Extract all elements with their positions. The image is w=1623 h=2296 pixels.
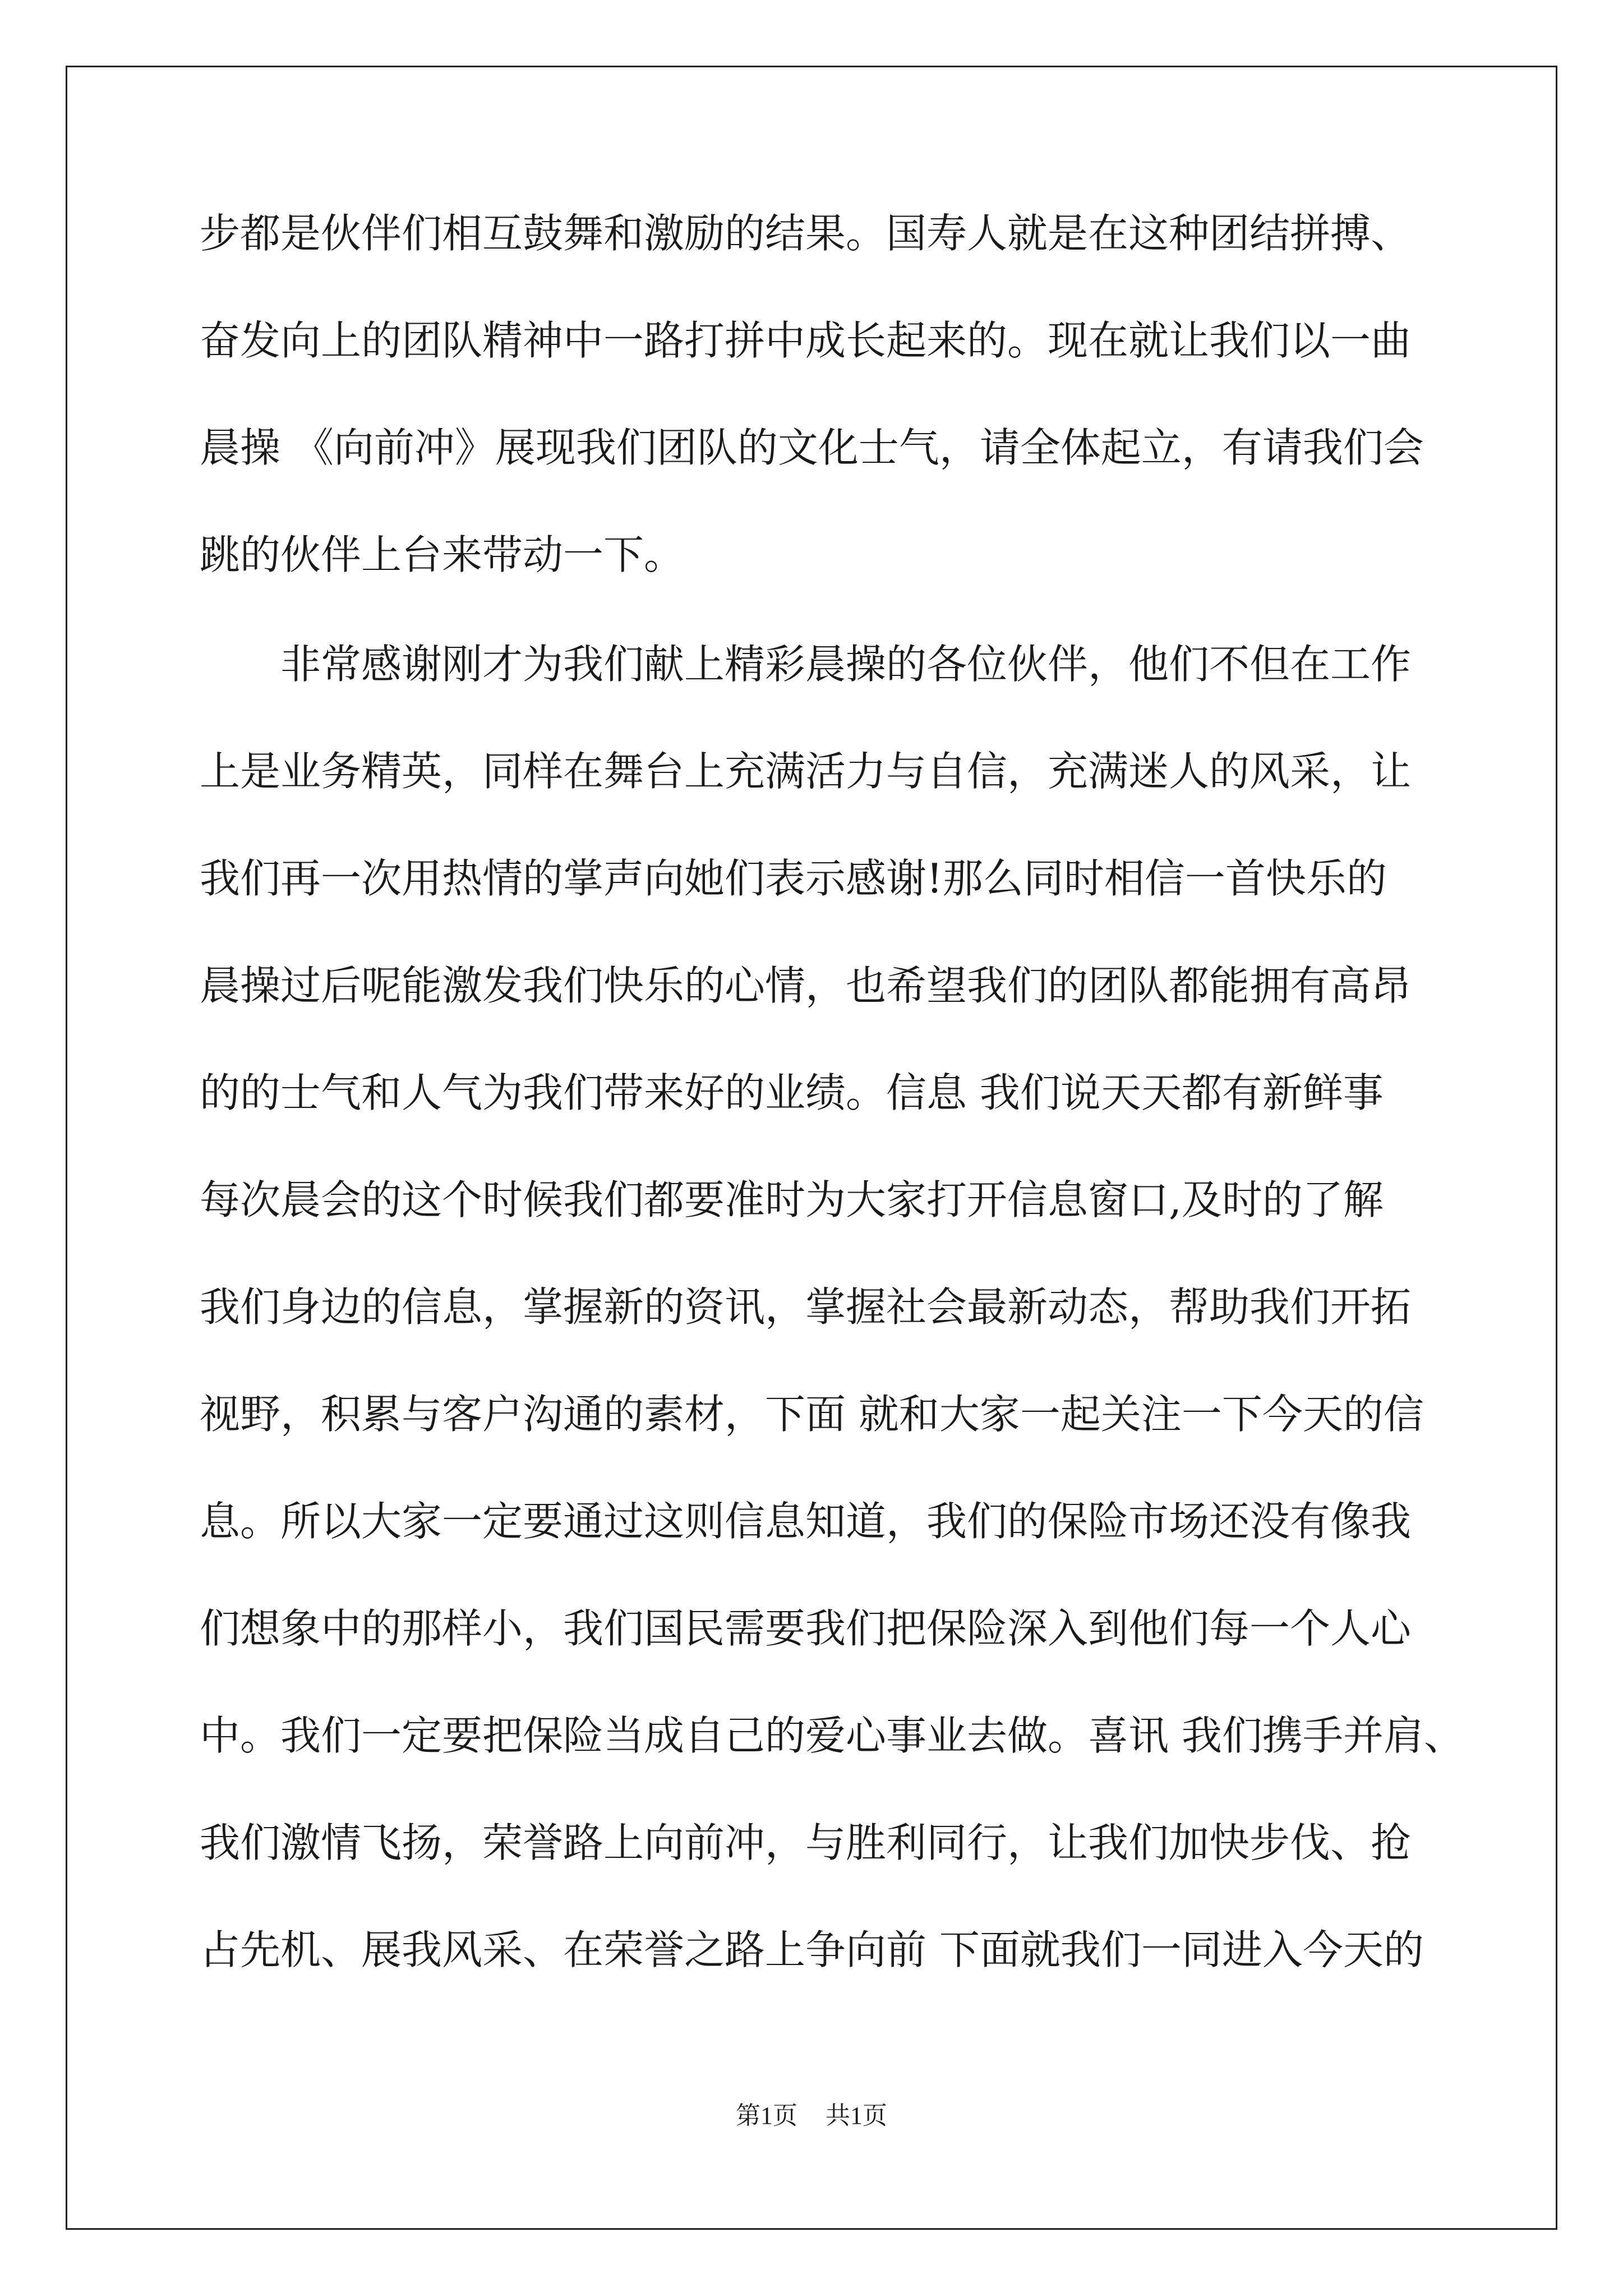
page-number-current: 第1页	[736, 2102, 797, 2129]
text-line: 上是业务精英，同样在舞台上充满活力与自信，充满迷人的风采，让	[200, 748, 1412, 795]
paragraph-first-line: 非常感谢刚才为我们献上精彩晨操的各位伙伴，他们不但在工作	[280, 641, 1412, 688]
text-line: 每次晨会的这个时候我们都要准时为大家打开信息窗口,及时的了解	[200, 1176, 1384, 1223]
page-border	[66, 66, 1557, 2230]
text-line: 晨操 《向前冲》展现我们团队的文化士气，请全体起立，有请我们会	[200, 424, 1424, 471]
text-line: 占先机、展我风采、在荣誉之路上争向前 下面就我们一同进入今天的	[200, 1926, 1424, 1973]
text-line: 息。所以大家一定要通过这则信息知道，我们的保险市场还没有像我	[200, 1498, 1412, 1545]
text-line: 步都是伙伴们相互鼓舞和激励的结果。国寿人就是在这种团结拼搏、	[200, 210, 1412, 257]
text-line: 的的士气和人气为我们带来好的业绩。信息 我们说天天都有新鲜事	[200, 1069, 1384, 1116]
text-line: 奋发向上的团队精神中一路打拼中成长起来的。现在就让我们以一曲	[200, 317, 1412, 364]
text-line: 视野，积累与客户沟通的素材，下面 就和大家一起关注一下今天的信	[200, 1391, 1424, 1438]
text-line: 跳的伙伴上台来带动一下。	[200, 531, 685, 578]
text-line: 们想象中的那样小，我们国民需要我们把保险深入到他们每一个人心	[200, 1605, 1412, 1652]
page-number-total: 共1页	[826, 2102, 887, 2129]
text-line: 中。我们一定要把保险当成自己的爱心事业去做。喜讯 我们携手并肩、	[200, 1712, 1464, 1759]
text-line: 我们身边的信息，掌握新的资讯，掌握社会最新动态，帮助我们开拓	[200, 1283, 1412, 1331]
text-line: 我们再一次用热情的掌声向她们表示感谢!那么同时相信一首快乐的	[200, 855, 1387, 902]
page-footer	[0, 2099, 1623, 2133]
text-line: 我们激情飞扬，荣誉路上向前冲，与胜利同行，让我们加快步伐、抢	[200, 1819, 1412, 1866]
text-line: 晨操过后呢能激发我们快乐的心情，也希望我们的团队都能拥有高昂	[200, 962, 1412, 1009]
